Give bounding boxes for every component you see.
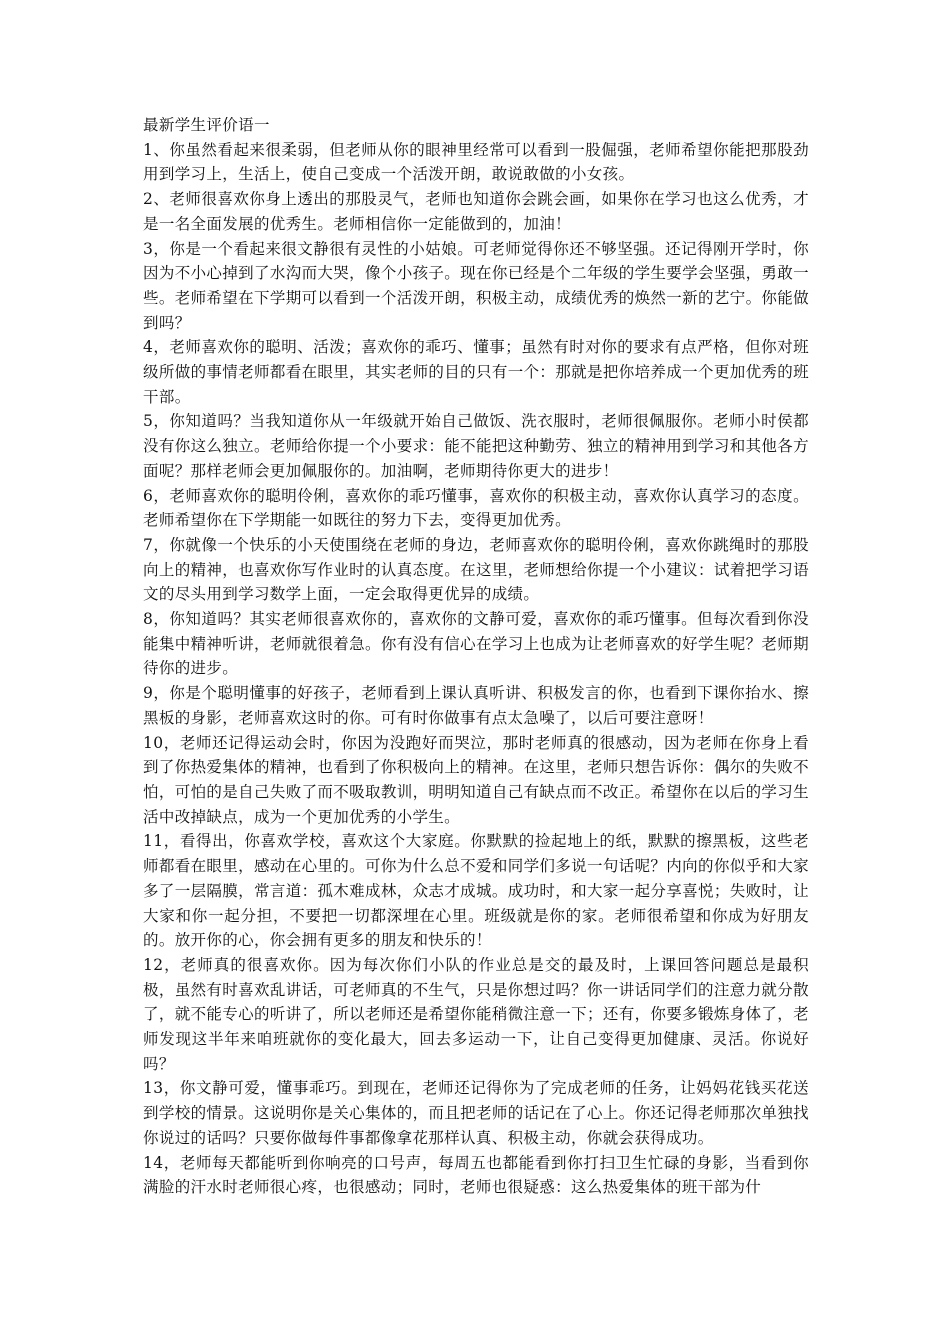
comment-paragraph: 9，你是个聪明懂事的好孩子，老师看到上课认真听讲、积极发言的你，也看到下课你抬水、擦黑板的身影，老师喜欢这时的你。可有时你做事有点太急噪了，以后可要注意呀！ <box>143 684 809 727</box>
comment-paragraph: 1、你虽然看起来很柔弱，但老师从你的眼神里经常可以看到一股倔强，老师希望你能把那股劲用到学习上，生活上，使自己变成一个活泼开朗，敢说敢做的小女孩。 <box>143 140 809 184</box>
comment-paragraph: 10，老师还记得运动会时，你因为没跑好而哭泣，那时老师真的很感动，因为老师在你身上看到了你热爱集体的精神，也看到了你积极向上的精神。在这里，老师只想告诉你：偶尔的失败不怕，可怕的是自己失败了而不吸取教训，明明知道自己有缺点而不改正。希望你在以后的学习生活中改掉缺点，成为一个更加优秀的小学生。 <box>143 733 809 826</box>
comment-paragraph: 5，你知道吗？当我知道你从一年级就开始自己做饭、洗衣服时，老师很佩服你。老师小时侯都没有你这么独立。老师给你提一个小要求：能不能把这种勤劳、独立的精神用到学习和其他各方面呢？那样老师会更加佩服你的。加油啊，老师期待你更大的进步！ <box>143 412 809 480</box>
comment-paragraph: 6，老师喜欢你的聪明伶俐，喜欢你的乖巧懂事，喜欢你的积极主动，喜欢你认真学习的态度。老师希望你在下学期能一如既往的努力下去，变得更加优秀。 <box>143 486 809 530</box>
comment-paragraph: 7，你就像一个快乐的小天使围绕在老师的身边，老师喜欢你的聪明伶俐，喜欢你跳绳时的那股向上的精神，也喜欢你写作业时的认真态度。在这里，老师想给你提一个小建议：试着把学习语文的尽头用到学习数学上面，一定会取得更优异的成绩。 <box>143 535 809 604</box>
comment-paragraph: 8，你知道吗？其实老师很喜欢你的，喜欢你的文静可爱，喜欢你的乖巧懂事。但每次看到你没能集中精神听讲，老师就很着急。你有没有信心在学习上也成为让老师喜欢的好学生呢？老师期待你的进步。 <box>143 610 809 678</box>
comment-paragraph: 14，老师每天都能听到你响亮的口号声，每周五也都能看到你打扫卫生忙碌的身影，当看到你满脸的汗水时老师很心疼，也很感动；同时，老师也很疑惑：这么热爱集体的班干部为什 <box>143 1153 809 1197</box>
document-page <box>143 113 809 1200</box>
comment-paragraph: 4，老师喜欢你的聪明、活泼；喜欢你的乖巧、懂事；虽然有时对你的要求有点严格，但你对班级所做的事情老师都看在眼里，其实老师的目的只有一个：那就是把你培养成一个更加优秀的班干部。 <box>143 338 809 406</box>
comment-paragraph: 2、老师很喜欢你身上透出的那股灵气，老师也知道你会跳会画，如果你在学习也这么优秀，才是一名全面发展的优秀生。老师相信你一定能做到的，加油！ <box>143 190 809 233</box>
comment-paragraph: 11，看得出，你喜欢学校，喜欢这个大家庭。你默默的捡起地上的纸，默默的擦黑板，这些老师都看在眼里，感动在心里的。可你为什么总不爱和同学们多说一句话呢？内向的你似乎和大家多了一层隔膜，常言道：孤木难成林，众志才成城。成功时，和大家一起分享喜悦；失败时，让大家和你一起分担，不要把一切都深埋在心里。班级就是你的家。老师很希望和你成为好朋友的。放开你的心，你会拥有更多的朋友和快乐的！ <box>143 832 809 950</box>
comment-paragraph: 13，你文静可爱，懂事乖巧。到现在，老师还记得你为了完成老师的任务，让妈妈花钱买花送到学校的情景。这说明你是关心集体的，而且把老师的话记在了心上。你还记得老师那次单独找你说过的话吗？只要你做每件事都像拿花那样认真、积极主动，你就会获得成功。 <box>143 1079 809 1147</box>
document-title: 最新学生评价语一 <box>143 116 270 134</box>
comment-paragraph: 3，你是一个看起来很文静很有灵性的小姑娘。可老师觉得你还不够坚强。还记得刚开学时，你因为不小心掉到了水沟而大哭，像个小孩子。现在你已经是个二年级的学生要学会坚强，勇敢一些。老师希望在下学期可以看到一个活泼开朗，积极主动，成绩优秀的焕然一新的艺宁。你能做到吗？ <box>143 239 809 332</box>
comment-paragraph: 12，老师真的很喜欢你。因为每次你们小队的作业总是交的最及时，上课回答问题总是最积极，虽然有时喜欢乱讲话，可老师真的不生气，只是你想过吗？你一讲话同学们的注意力就分散了，就不能专心的听讲了，所以老师还是希望你能稍微注意一下；还有，你要多锻炼身体了，老师发现这半年来咱班就你的变化最大，回去多运动一下，让自己变得更加健康、灵活。你说好吗？ <box>143 955 809 1073</box>
